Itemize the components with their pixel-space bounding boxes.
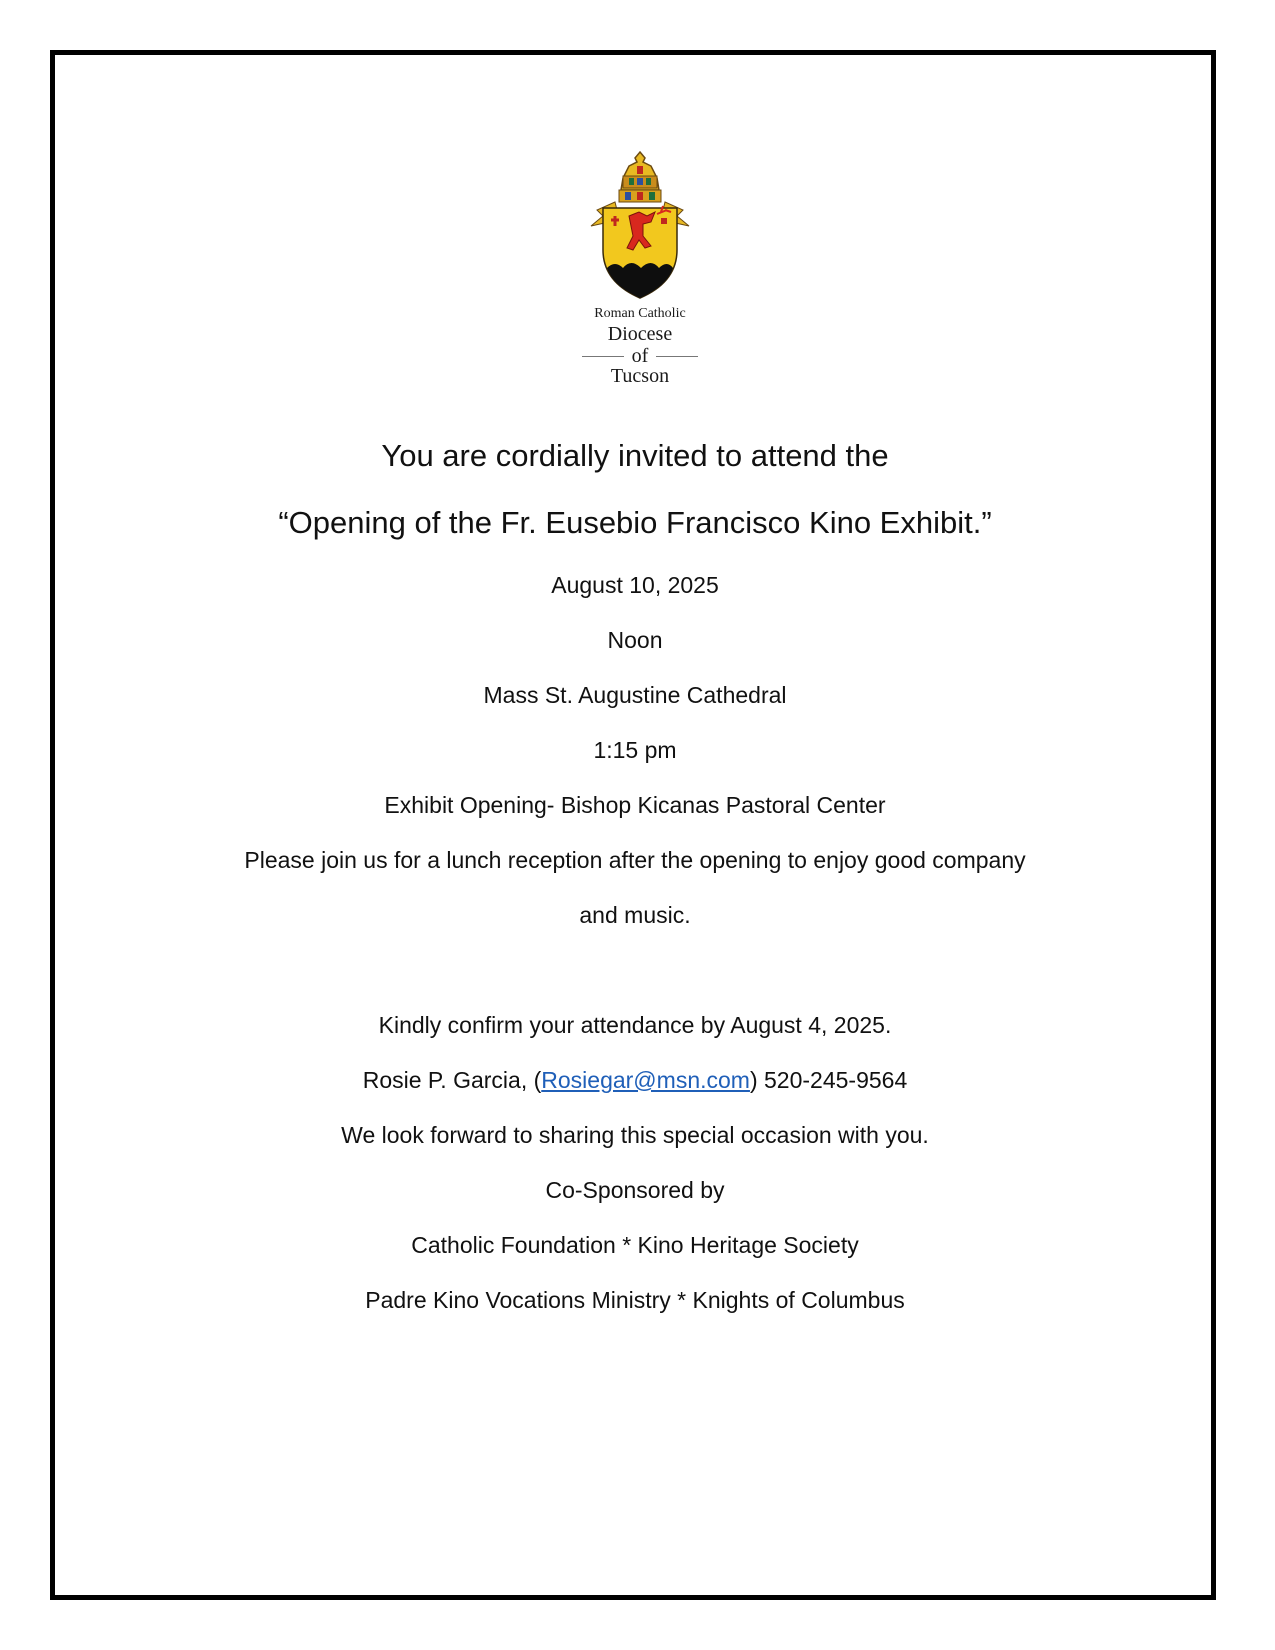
logo-tucson: Tucson — [610, 365, 670, 387]
contact-suffix: ) 520-245-9564 — [749, 1067, 908, 1093]
invitation-intro: You are cordially invited to attend the — [381, 438, 889, 473]
rsvp-contact — [60, 1067, 1210, 1094]
logo-divider-right — [656, 356, 698, 357]
rsvp-deadline: Kindly confirm your attendance by August 4, 2025. — [378, 1012, 892, 1038]
closing-text: We look forward to sharing this special occasion with you. — [341, 1122, 929, 1148]
mass-time: Noon — [607, 627, 663, 653]
reception-text-line1: Please join us for a lunch reception after the opening to enjoy good company — [244, 847, 1026, 873]
sponsors-line1: Catholic Foundation * Kino Heritage Society — [411, 1232, 859, 1258]
logo-diocese: Diocese — [607, 323, 673, 345]
logo-of: of — [631, 345, 649, 367]
sponsors-heading: Co-Sponsored by — [545, 1177, 725, 1203]
contact-prefix: Rosie P. Garcia, ( — [362, 1067, 542, 1093]
exhibit-time: 1:15 pm — [593, 737, 677, 763]
diocese-crest-icon — [585, 150, 695, 300]
exhibit-location: Exhibit Opening- Bishop Kicanas Pastoral Center — [384, 792, 886, 818]
reception-text-line2: and music. — [579, 902, 691, 928]
email-link[interactable]: Rosiegar@msn.com — [541, 1067, 750, 1093]
event-date: August 10, 2025 — [551, 572, 719, 598]
sponsors-line2: Padre Kino Vocations Ministry * Knights of Columbus — [365, 1287, 905, 1313]
event-title: “Opening of the Fr. Eusebio Francisco Kino Exhibit.” — [278, 505, 992, 540]
mass-location: Mass St. Augustine Cathedral — [483, 682, 787, 708]
diocese-logo — [570, 150, 710, 390]
logo-roman-catholic: Roman Catholic — [594, 306, 686, 321]
